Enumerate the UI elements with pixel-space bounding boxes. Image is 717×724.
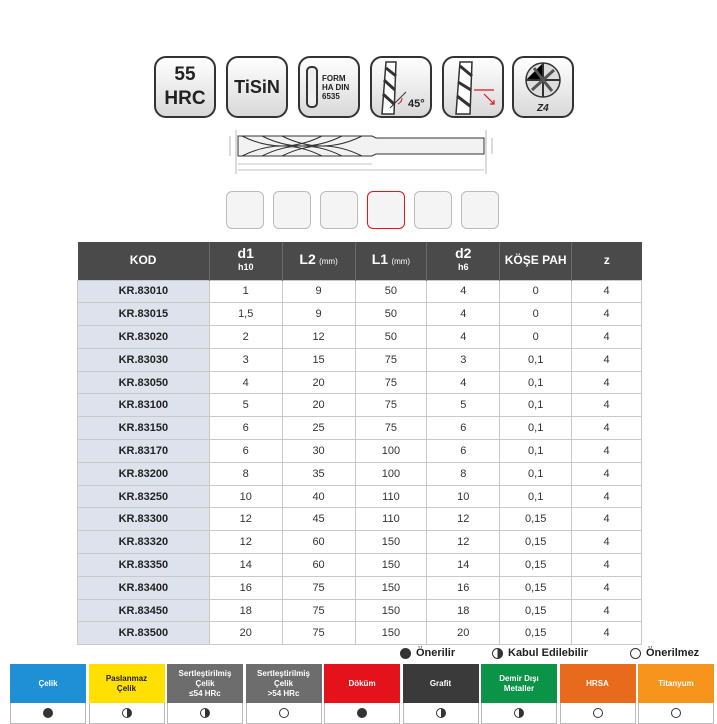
- cell-chamfer: 0,1: [500, 371, 572, 394]
- machining-operations: [226, 191, 502, 229]
- cell-d1: 1,5: [209, 303, 282, 326]
- coating-label: TiSiN: [234, 77, 280, 97]
- material-name: [658, 679, 693, 689]
- d1-tolerance: h10: [237, 262, 254, 273]
- cell-z: 4: [572, 508, 642, 531]
- material-rating-cell: [481, 703, 557, 724]
- cell-chamfer: 0,1: [500, 440, 572, 463]
- unequal-helix-icon: [444, 58, 502, 116]
- material-name-line-1: HRSA: [586, 678, 609, 688]
- material-header: [403, 664, 479, 703]
- ramping-icon: [461, 191, 499, 229]
- legend-not-recommended-label: Önerilmez: [646, 647, 700, 659]
- slotting-icon: [273, 191, 311, 229]
- table-row: [78, 280, 642, 303]
- form-line-2: HA DIN: [322, 83, 350, 92]
- full-circle-icon: [43, 708, 53, 718]
- empty-circle-icon: [279, 708, 289, 718]
- cell-code: KR.83300: [78, 508, 210, 531]
- material-rating-cell: [89, 703, 165, 724]
- l1-label: L1: [371, 251, 389, 268]
- cell-d2: 8: [427, 462, 500, 485]
- col-header-d1: [209, 242, 282, 280]
- cell-d1: 12: [209, 531, 282, 554]
- material-column: [560, 664, 636, 724]
- shank-form-badge: [298, 56, 360, 118]
- cell-code: KR.83450: [78, 599, 210, 622]
- cell-l2: 45: [282, 508, 355, 531]
- table-row: [78, 348, 642, 371]
- material-column: [638, 664, 714, 724]
- cell-d1: 2: [209, 326, 282, 349]
- table-row: [78, 462, 642, 485]
- cell-d2: 20: [427, 622, 500, 645]
- material-header: [638, 664, 714, 703]
- legend-not-recommended: [630, 647, 699, 659]
- table-row: [78, 326, 642, 349]
- cell-z: 4: [572, 280, 642, 303]
- cell-l2: 9: [282, 280, 355, 303]
- table-row: [78, 599, 642, 622]
- cell-l2: 40: [282, 485, 355, 508]
- material-name-line-2: ≤54 HRc: [189, 688, 221, 698]
- cell-d2: 5: [427, 394, 500, 417]
- l1-unit: (mm): [391, 257, 411, 267]
- cell-z: 4: [572, 394, 642, 417]
- cell-chamfer: 0: [500, 303, 572, 326]
- cell-d2: 10: [427, 485, 500, 508]
- cell-d2: 14: [427, 554, 500, 577]
- cell-z: 4: [572, 371, 642, 394]
- cell-chamfer: 0,1: [500, 394, 572, 417]
- cell-d1: 10: [209, 485, 282, 508]
- cell-d1: 18: [209, 599, 282, 622]
- full-circle-icon: [357, 708, 367, 718]
- material-name-line-1: Döküm: [348, 678, 376, 688]
- cell-z: 4: [572, 554, 642, 577]
- table-row: [78, 554, 642, 577]
- material-name-line-1: Grafit: [429, 678, 452, 688]
- half-circle-icon: [122, 708, 132, 718]
- material-name-line-2: Çelik: [116, 683, 137, 693]
- empty-circle-icon: [593, 708, 603, 718]
- table-header-row: [78, 242, 642, 280]
- cell-l1: 100: [355, 440, 427, 463]
- material-name-line-1: Çelik: [38, 678, 58, 688]
- side-milling-icon: [226, 191, 264, 229]
- cell-l2: 60: [282, 531, 355, 554]
- cell-code: KR.83170: [78, 440, 210, 463]
- cell-code: KR.83030: [78, 348, 210, 371]
- rating-legend: [400, 647, 717, 663]
- cell-l2: 25: [282, 417, 355, 440]
- material-rating-cell: [246, 703, 322, 724]
- cell-code: KR.83500: [78, 622, 210, 645]
- col-header-code: KOD: [78, 242, 210, 280]
- legend-acceptable-label: Kabul Edilebilir: [508, 647, 589, 659]
- empty-circle-icon: [630, 648, 641, 659]
- col-header-d2: [427, 242, 500, 280]
- col-header-l1: [355, 242, 427, 280]
- cell-code: KR.83010: [78, 280, 210, 303]
- material-column: [89, 664, 165, 724]
- cell-l1: 110: [355, 485, 427, 508]
- cell-l1: 50: [355, 280, 427, 303]
- legend-acceptable: [492, 647, 588, 659]
- material-column: [481, 664, 557, 724]
- material-name-line-2: >54 HRc: [267, 688, 300, 698]
- material-header: [89, 664, 165, 703]
- cell-chamfer: 0,15: [500, 576, 572, 599]
- hardness-value: 55: [174, 64, 196, 85]
- material-name: [499, 674, 539, 694]
- cell-chamfer: 0,1: [500, 485, 572, 508]
- half-circle-icon: [514, 708, 524, 718]
- cell-code: KR.83250: [78, 485, 210, 508]
- cell-l2: 75: [282, 599, 355, 622]
- legend-recommended: [400, 647, 455, 659]
- l2-unit: (mm): [319, 257, 338, 267]
- cell-d2: 16: [427, 576, 500, 599]
- d1-label: d1: [237, 245, 254, 262]
- table-row: [78, 622, 642, 645]
- material-rating-cell: [403, 703, 479, 724]
- col-header-z: z: [572, 242, 642, 280]
- cell-z: 4: [572, 462, 642, 485]
- cell-d1: 1: [209, 280, 282, 303]
- cell-d2: 4: [427, 371, 500, 394]
- material-header: [167, 664, 243, 703]
- cell-l1: 100: [355, 462, 427, 485]
- material-column: [167, 664, 243, 724]
- full-circle-icon: [400, 648, 411, 659]
- material-rating-cell: [10, 703, 86, 724]
- material-name: [106, 674, 147, 694]
- cell-code: KR.83020: [78, 326, 210, 349]
- form-line-3: 6535: [322, 92, 340, 101]
- helical-interpolation-icon: [367, 191, 405, 229]
- material-name-line-2: Metaller: [503, 683, 535, 693]
- cell-l1: 75: [355, 371, 427, 394]
- material-column: [324, 664, 400, 724]
- feature-badges: [154, 56, 574, 118]
- cell-l2: 75: [282, 622, 355, 645]
- material-name: [586, 679, 609, 689]
- table-row: [78, 576, 642, 599]
- cell-l2: 15: [282, 348, 355, 371]
- cell-l1: 50: [355, 303, 427, 326]
- cell-chamfer: 0,15: [500, 531, 572, 554]
- cell-d2: 4: [427, 303, 500, 326]
- table-row: [78, 371, 642, 394]
- l2-label: L2: [299, 251, 316, 268]
- material-suitability-strip: [10, 664, 717, 724]
- half-circle-icon: [492, 648, 503, 659]
- d2-label: d2: [455, 245, 472, 262]
- material-name: [248, 669, 320, 699]
- material-rating-cell: [638, 703, 714, 724]
- material-rating-cell: [560, 703, 636, 724]
- flute-count-label: Z4: [537, 103, 549, 114]
- cell-z: 4: [572, 622, 642, 645]
- cell-l1: 75: [355, 394, 427, 417]
- cell-d1: 3: [209, 348, 282, 371]
- cell-d2: 12: [427, 531, 500, 554]
- material-name: [169, 669, 241, 699]
- cell-d2: 6: [427, 417, 500, 440]
- cell-chamfer: 0,15: [500, 622, 572, 645]
- empty-circle-icon: [671, 708, 681, 718]
- table-row: [78, 303, 642, 326]
- cell-code: KR.83100: [78, 394, 210, 417]
- cell-z: 4: [572, 576, 642, 599]
- material-name-line-1: Sertleştirilmiş Çelik: [178, 668, 232, 688]
- helix-angle-badge: [370, 56, 432, 118]
- flute-count-badge: [512, 56, 574, 118]
- product-spec-table: [77, 242, 642, 645]
- material-column: [246, 664, 322, 724]
- cell-l2: 12: [282, 326, 355, 349]
- cell-l1: 150: [355, 576, 427, 599]
- cell-z: 4: [572, 440, 642, 463]
- cell-code: KR.83350: [78, 554, 210, 577]
- hardness-badge: [154, 56, 216, 118]
- material-name-line-1: Sertleştirilmiş Çelik: [257, 668, 310, 688]
- table-row: [78, 531, 642, 554]
- cell-code: KR.83320: [78, 531, 210, 554]
- cell-d2: 3: [427, 348, 500, 371]
- cell-chamfer: 0,15: [500, 554, 572, 577]
- material-header: [560, 664, 636, 703]
- material-column: [10, 664, 86, 724]
- cell-chamfer: 0: [500, 326, 572, 349]
- cell-chamfer: 0,15: [500, 508, 572, 531]
- coating-badge: [226, 56, 288, 118]
- cell-z: 4: [572, 326, 642, 349]
- cell-z: 4: [572, 599, 642, 622]
- cell-l1: 150: [355, 599, 427, 622]
- material-name-line-1: Paslanmaz: [105, 673, 148, 683]
- cell-l2: 30: [282, 440, 355, 463]
- legend-recommended-label: Önerilir: [416, 647, 456, 659]
- table-body: [78, 280, 642, 645]
- end-mill-drawing: [222, 128, 500, 176]
- cell-d1: 12: [209, 508, 282, 531]
- helix-angle-label: 45°: [408, 98, 425, 110]
- half-circle-icon: [200, 708, 210, 718]
- cell-d2: 4: [427, 326, 500, 349]
- form-line-1: FORM: [322, 74, 346, 83]
- cell-chamfer: 0,1: [500, 462, 572, 485]
- half-circle-icon: [436, 708, 446, 718]
- d2-tolerance: h6: [458, 262, 469, 273]
- cell-d2: 4: [427, 280, 500, 303]
- pocketing-icon: [414, 191, 452, 229]
- cell-d1: 14: [209, 554, 282, 577]
- material-rating-cell: [167, 703, 243, 724]
- cell-chamfer: 0,15: [500, 599, 572, 622]
- cell-code: KR.83200: [78, 462, 210, 485]
- cell-l2: 60: [282, 554, 355, 577]
- material-header: [10, 664, 86, 703]
- cell-code: KR.83150: [78, 417, 210, 440]
- cell-z: 4: [572, 303, 642, 326]
- cell-d2: 12: [427, 508, 500, 531]
- material-column: [403, 664, 479, 724]
- material-name: [348, 679, 375, 689]
- cell-code: KR.83015: [78, 303, 210, 326]
- cell-chamfer: 0: [500, 280, 572, 303]
- cell-l1: 150: [355, 554, 427, 577]
- cell-d1: 4: [209, 371, 282, 394]
- table-row: [78, 485, 642, 508]
- cell-l2: 9: [282, 303, 355, 326]
- cell-l1: 75: [355, 348, 427, 371]
- cell-d1: 8: [209, 462, 282, 485]
- cell-chamfer: 0,1: [500, 417, 572, 440]
- material-name: [38, 679, 57, 689]
- cell-l1: 75: [355, 417, 427, 440]
- cell-l2: 20: [282, 371, 355, 394]
- col-header-chamfer: KÖŞE PAH: [500, 242, 572, 280]
- material-name: [430, 679, 451, 689]
- cell-chamfer: 0,1: [500, 348, 572, 371]
- table-row: [78, 440, 642, 463]
- col-header-l2: [282, 242, 355, 280]
- shank-icon: [306, 66, 318, 108]
- table-row: [78, 508, 642, 531]
- unequal-helix-badge: [442, 56, 504, 118]
- material-name-line-1: Demir Dışı: [499, 673, 539, 683]
- cell-l2: 35: [282, 462, 355, 485]
- material-header: [324, 664, 400, 703]
- cell-z: 4: [572, 348, 642, 371]
- cell-l1: 150: [355, 622, 427, 645]
- cell-d1: 20: [209, 622, 282, 645]
- material-header: [481, 664, 557, 703]
- cell-d1: 16: [209, 576, 282, 599]
- table-row: [78, 417, 642, 440]
- cell-l1: 150: [355, 531, 427, 554]
- hardness-unit: HRC: [164, 88, 206, 109]
- cell-z: 4: [572, 485, 642, 508]
- cell-d1: 5: [209, 394, 282, 417]
- cell-l1: 110: [355, 508, 427, 531]
- cell-d1: 6: [209, 417, 282, 440]
- cell-d1: 6: [209, 440, 282, 463]
- cell-z: 4: [572, 417, 642, 440]
- material-rating-cell: [324, 703, 400, 724]
- cell-code: KR.83400: [78, 576, 210, 599]
- cell-code: KR.83050: [78, 371, 210, 394]
- shank-form-text: [322, 74, 349, 101]
- cell-d2: 6: [427, 440, 500, 463]
- cell-l2: 20: [282, 394, 355, 417]
- material-name-line-1: Titanyum: [658, 678, 694, 688]
- cell-d2: 18: [427, 599, 500, 622]
- cell-l2: 75: [282, 576, 355, 599]
- cell-l1: 50: [355, 326, 427, 349]
- profiling-icon: [320, 191, 358, 229]
- cell-z: 4: [572, 531, 642, 554]
- table-row: [78, 394, 642, 417]
- material-header: [246, 664, 322, 703]
